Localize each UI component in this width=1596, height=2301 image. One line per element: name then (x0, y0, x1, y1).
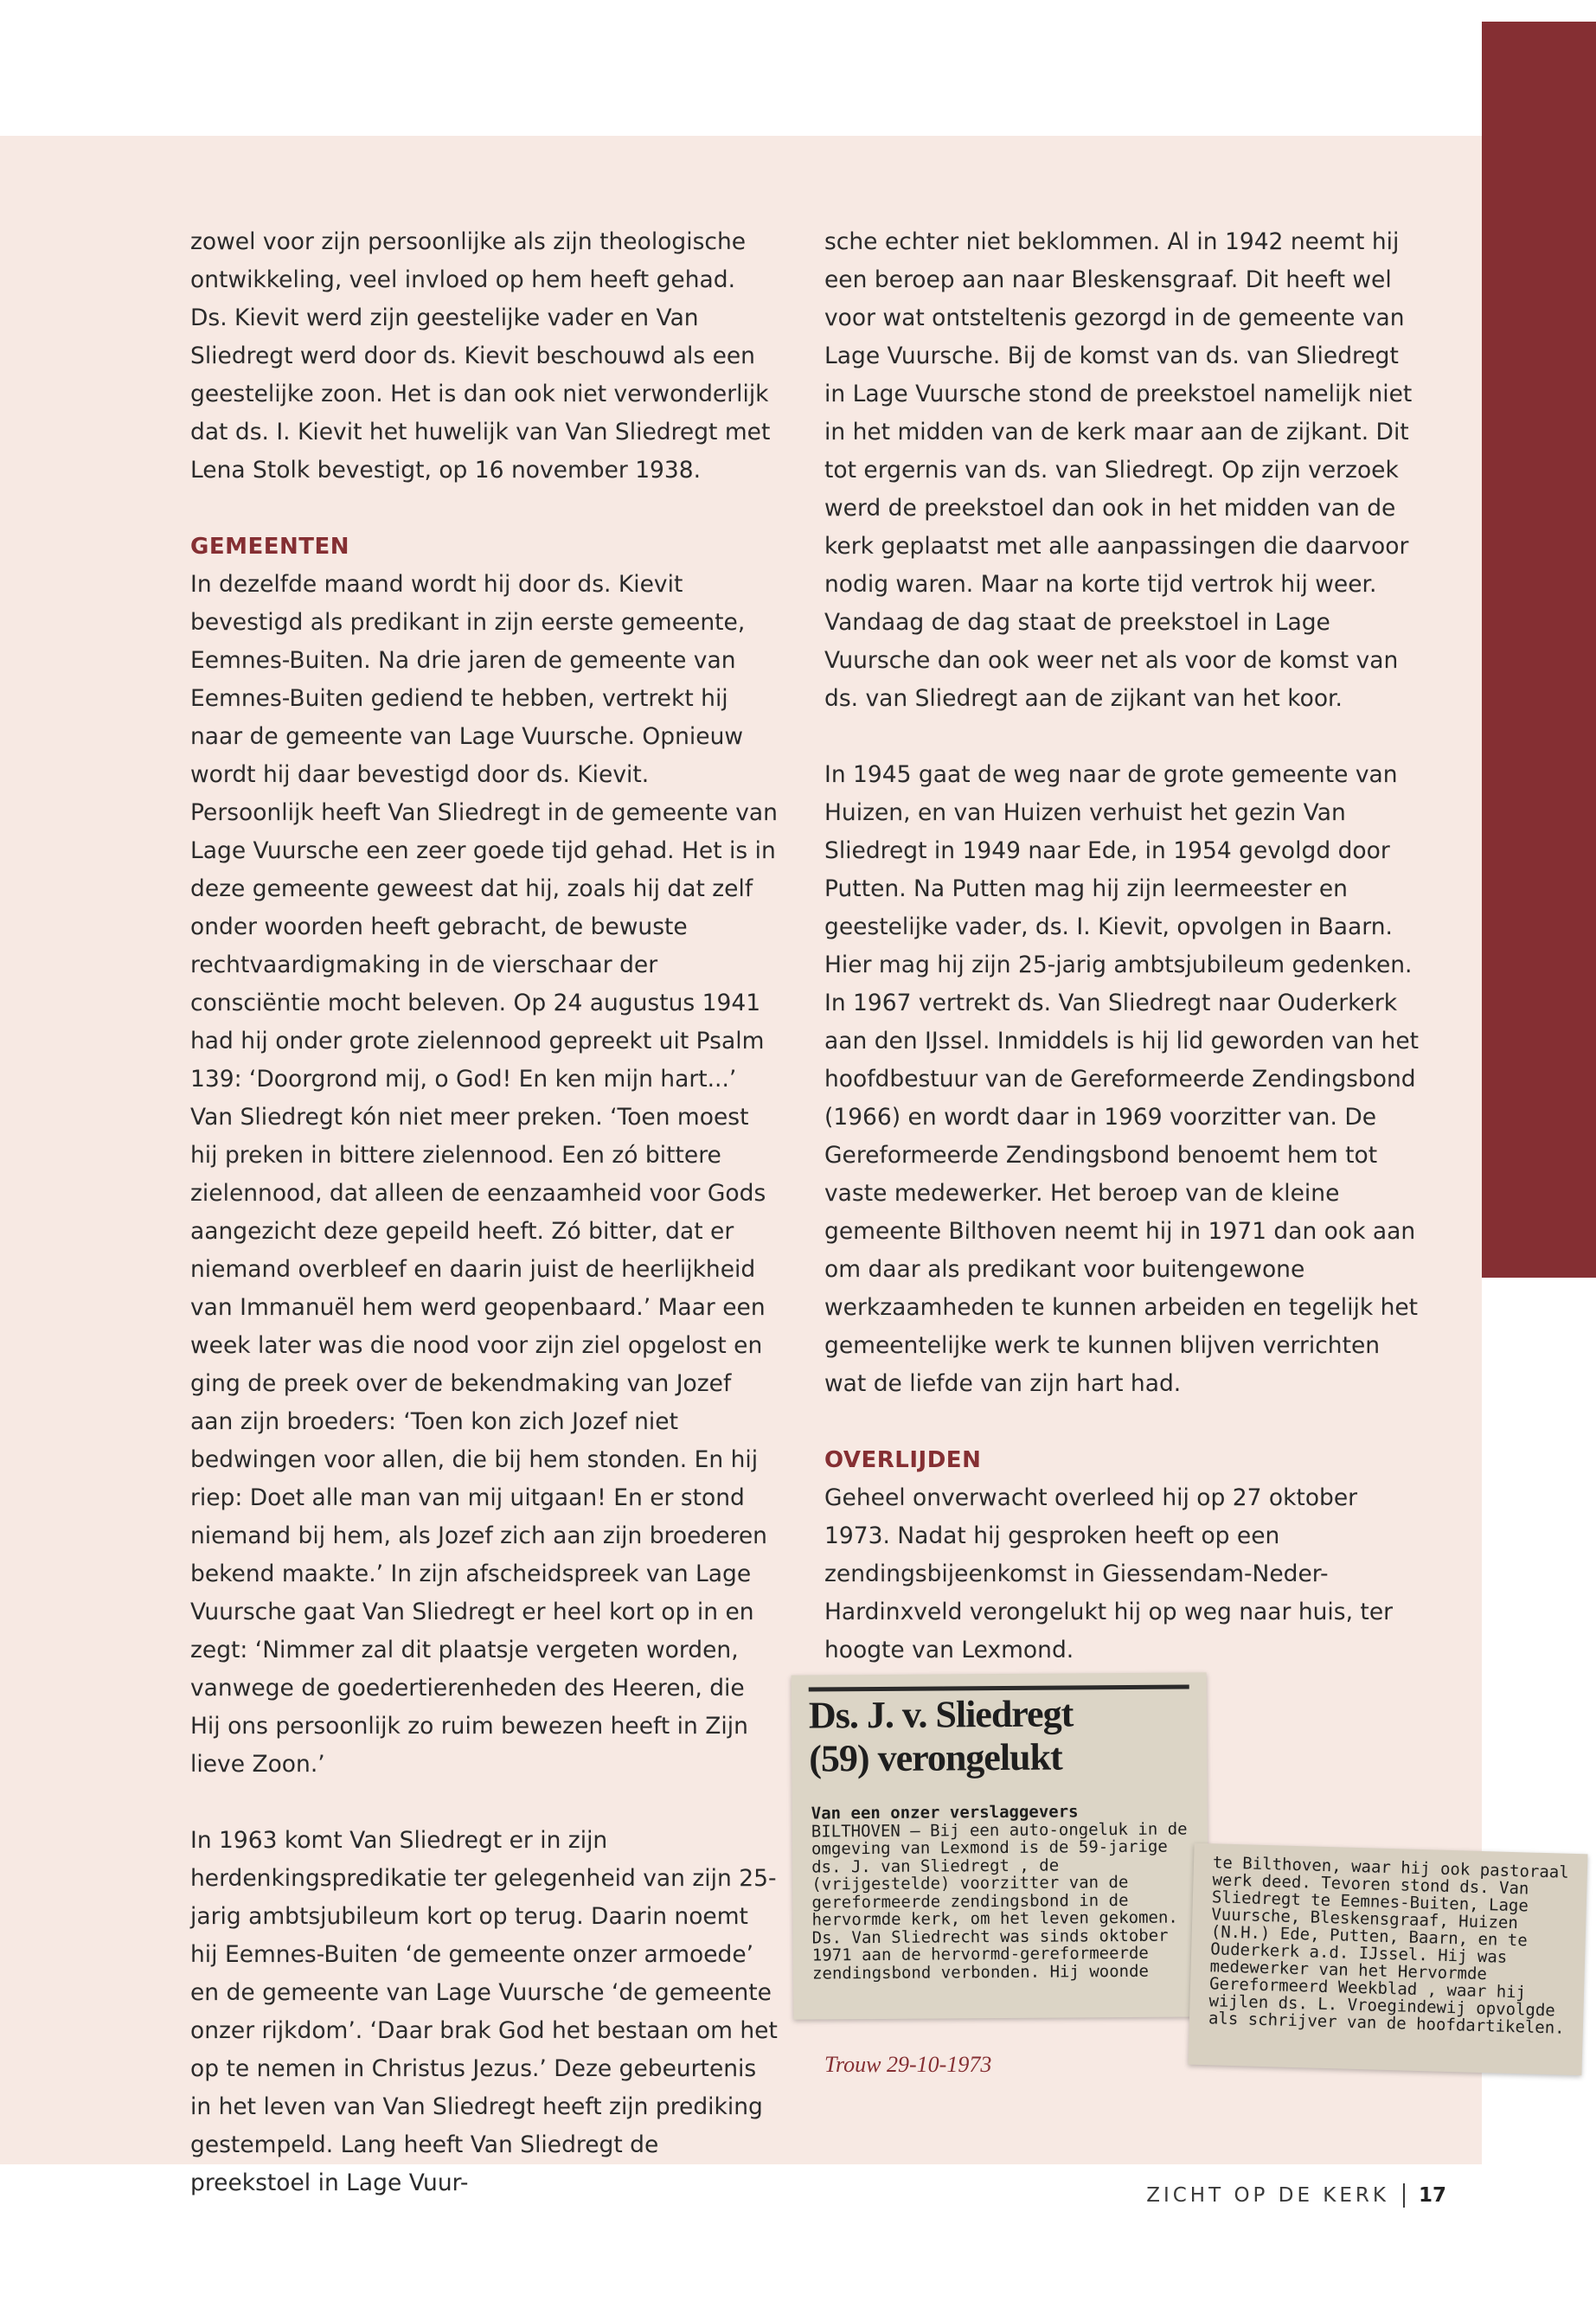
newspaper-clipping-main (792, 1672, 1209, 2019)
page-footer (1146, 2183, 1446, 2208)
page-number: 17 (1418, 2184, 1446, 2207)
clipping-headline-line-1: Ds. J. v. Sliedregt (808, 1692, 1074, 1737)
paragraph: In dezelfde maand wordt hij door ds. Kievit bevestigd als predikant in zijn eerste gemeente, Eemnes-Buiten. Na drie jaren de gemeente van Eemnes-Buiten gediend te hebben, vertrekt hij naar de gemeente van Lage Vuursche. Opnieuw wordt hij daar bevestigd door ds. Kievit. Persoonlijk heeft Van Sliedregt in de gemeente van Lage Vuursche een zeer goede tijd gehad. Het is in deze gemeente geweest dat hij, zoals hij dat zelf onder woorden heeft gebracht, de bewuste rechtvaardigmaking in de vierschaar der consciëntie mocht beleven. Op 24 augustus 1941 had hij onder grote zielennood gepreekt uit Psalm 139: ‘Doorgrond mij, o God! En ken mijn hart...’ Van Sliedregt kón niet meer preken. ‘Toen moest hij preken in bittere zielennood. Een zó bittere zielennood, dat alleen de eenzaamheid voor Gods aangezicht deze gepeild heeft. Zó bitter, dat er niemand overbleef en daarin juist de heerlijkheid van Immanuël hem werd geopenbaard.’ Maar een week later was die nood voor zijn ziel opgelost en ging de preek over de bekendmaking van Jozef aan zijn broeders: ‘Toen kon zich Jozef niet bedwingen voor allen, die bij hem stonden. En hij riep: Doet alle man van mij uitgaan! En er stond niemand bij hem, als Jozef zich aan zijn broederen bekend maakte.’ In zijn afscheidspreek van Lage Vuursche gaat Van Sliedregt er heel kort op in en zegt: ‘Nimmer zal dit plaatsje vergeten worden, vanwege de goedertierenheden des Heeren, die Hij ons persoonlijk zo ruim bewezen heeft in Zijn lieve Zoon.’ (190, 571, 778, 1778)
clipping-headline-line-2: (59) verongelukt (809, 1735, 1062, 1780)
paragraph: zowel voor zijn persoonlijke als zijn theologische ontwikkeling, veel invloed op hem heeft gehad. Ds. Kievit werd zijn geestelijke vader en Van Sliedregt werd door ds. Kievit beschouwd als een geestelijke zoon. Het is dan ook niet verwonderlijk dat ds. I. Kievit het huwelijk van Van Sliedregt met Lena Stolk bevestigt, op 16 november 1938. (190, 228, 771, 484)
article-column-left (190, 223, 779, 2202)
article-column-right (824, 223, 1421, 1670)
clipping-caption: Trouw 29-10-1973 (824, 2052, 992, 2077)
paragraph: sche echter niet beklommen. Al in 1942 neemt hij een beroep aan naar Bleskensgraaf. Dit heeft wel voor wat ontsteltenis gezorgd in de gemeente van Lage Vuursche. Bij de komst van ds. van Sliedregt in Lage Vuursche stond de preekstoel namelijk niet in het midden van de kerk maar aan de zijkant. Dit tot ergernis van ds. van Sliedregt. Op zijn verzoek werd de preekstoel dan ook in het midden van de kerk geplaatst met alle aanpassingen die daarvoor nodig waren. Maar na korte tijd vertrok hij weer. Vandaag de dag staat de preekstoel in Lage Vuursche dan ook weer net als voor de komst van ds. van Sliedregt aan de zijkant van het koor. (824, 228, 1413, 712)
clipping-byline: Van een onzer verslaggevers (811, 1802, 1079, 1823)
clipping-top-rule (809, 1684, 1189, 1691)
newspaper-clipping-continued (1189, 1843, 1588, 2076)
section-heading-gemeenten: GEMEENTEN (190, 534, 350, 560)
paragraph: In 1945 gaat de weg naar de grote gemeente van Huizen, en van Huizen verhuist het gezin Van Sliedregt in 1949 naar Ede, in 1954 gevolgd door Putten. Na Putten mag hij zijn leermeester en geestelijke vader, ds. I. Kievit, opvolgen in Baarn. Hier mag hij zijn 25-jarig ambtsjubileum gedenken. In 1967 vertrekt ds. Van Sliedregt naar Ouderkerk aan den IJssel. Inmiddels is hij lid geworden van het hoofdbestuur van de Gereformeerde Zendingsbond (1966) en wordt daar in 1969 voorzitter van. De Gereformeerde Zendingsbond benoemt hem tot vaste medewerker. Het beroep van de kleine gemeente Bilthoven neemt hij in 1971 dan ook aan om daar als predikant voor buitengewone werkzaamheden te kunnen arbeiden en tegelijk het gemeentelijke werk te kunnen blijven verrichten wat de liefde van zijn hart had. (824, 761, 1420, 1397)
section-heading-overlijden: OVERLIJDEN (824, 1447, 982, 1473)
footer-divider (1403, 2183, 1405, 2208)
clipping-text-b: te Bilthoven, waar hij ook pastoraal werk deed. Tevoren stond ds. Van Sliedregt te Eemnes-Buiten, Lage Vuursche, Bleskensgraaf, Huizen (N.H.) Ede, Putten, Baarn, en te Ouderkerk a.d. IJssel. Hij was medewerker van het Hervormde Gereformeerd Weekblad , waar hij wijlen ds. L. Vroegindewij opvolgde als schrijver van de hoofdartikelen. (1208, 1853, 1569, 2038)
accent-side-tab (1482, 22, 1596, 1278)
paragraph: Geheel onverwacht overleed hij op 27 oktober 1973. Nadat hij gesproken heeft op een zendingsbijeenkomst in Giessendam-Neder-Hardinxveld verongelukt hij op weg naar huis, ter hoogte van Lexmond. (824, 1484, 1394, 1663)
clipping-text-a: BILTHOVEN — Bij een auto-ongeluk in de omgeving van Lexmond is de 59-jarige ds. J. van Sliedregt , de (vrijgestelde) voorzitter van de gereformeerde zendingsbond in de hervormde kerk, om het leven gekomen. Ds. Van Sliedrecht was sinds oktober 1971 aan de hervormd-gereformeerde zendingsbond verbonden. Hij woonde (811, 1818, 1188, 1984)
clipping-body (811, 1802, 1193, 1982)
clipping-headline (809, 1691, 1190, 1780)
magazine-name: ZICHT OP DE KERK (1146, 2184, 1389, 2207)
paragraph: In 1963 komt Van Sliedregt er in zijn herdenkingspredikatie ter gelegenheid van zijn 25-jarig ambtsjubileum kort op terug. Daarin noemt hij Eemnes-Buiten ‘de gemeente onzer armoede’ en de gemeente van Lage Vuursche ‘de gemeente onzer rijkdom’. ‘Daar brak God het bestaan om het op te nemen in Christus Jezus.’ Deze gebeurtenis in het leven van Van Sliedregt heeft zijn prediking gestempeld. Lang heeft Van Sliedregt de preekstoel in Lage Vuur- (190, 1827, 778, 2196)
